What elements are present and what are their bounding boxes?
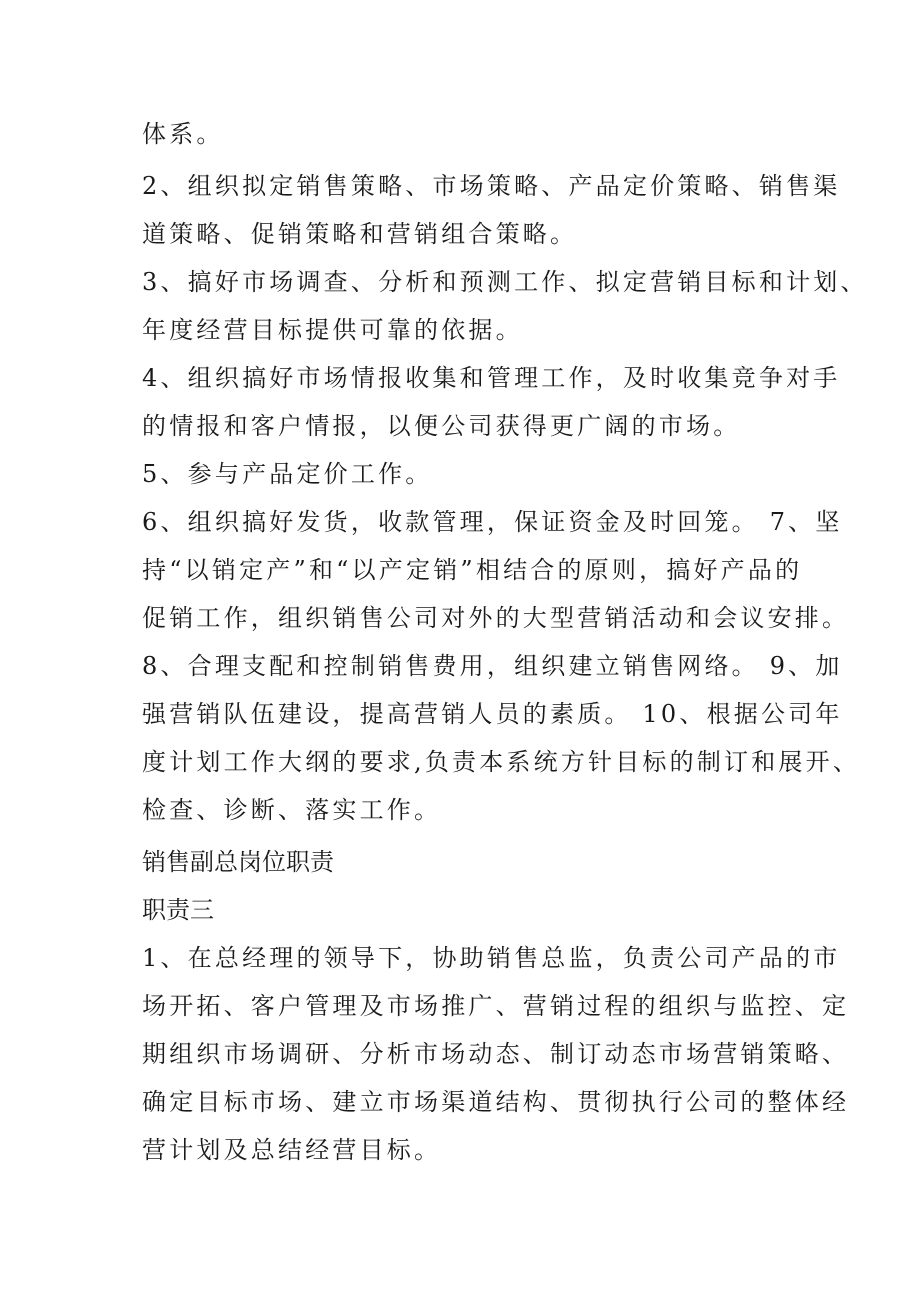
section-subheading: 职责三 — [142, 896, 214, 924]
text-line: 5、参与产品定价工作。 — [142, 460, 433, 488]
text-line: 确定目标市场、建立市场渠道结构、贯彻执行公司的整体经 — [142, 1088, 850, 1116]
text-line: 营计划及总结经营目标。 — [142, 1136, 442, 1164]
text-line: 3、搞好市场调查、分析和预测工作、拟定营销目标和计划、 — [142, 268, 868, 296]
text-line: 度计划工作大纲的要求,负责本系统方针目标的制订和展开、 — [142, 748, 861, 776]
text-line: 道策略、促销策略和营销组合策略。 — [142, 220, 578, 248]
text-line: 期组织市场调研、分析市场动态、制订动态市场营销策略、 — [142, 1040, 850, 1068]
text-line: 1、在总经理的领导下，协助销售总监，负责公司产品的市 — [142, 944, 841, 972]
text-line: 检查、诊断、落实工作。 — [142, 796, 442, 824]
text-line: 强营销队伍建设，提高营销人员的素质。 10、根据公司年 — [142, 700, 843, 728]
text-line: 促销工作，组织销售公司对外的大型营销活动和会议安排。 — [142, 604, 850, 632]
text-line: 6、组织搞好发货，收款管理，保证资金及时回笼。 7、坚 — [142, 508, 843, 536]
text-line: 8、合理支配和控制销售费用，组织建立销售网络。 9、加 — [142, 652, 843, 680]
text-line: 场开拓、客户管理及市场推广、营销过程的组织与监控、定 — [142, 992, 850, 1020]
text-line: 持“以销定产”和“以产定销”相结合的原则，搞好产品的 — [142, 556, 803, 584]
section-heading: 销售副总岗位职责 — [142, 848, 334, 876]
text-line: 2、组织拟定销售策略、市场策略、产品定价策略、销售渠 — [142, 172, 841, 200]
text-line: 体系。 — [142, 120, 224, 148]
text-line: 4、组织搞好市场情报收集和管理工作，及时收集竞争对手 — [142, 364, 841, 392]
text-line: 的情报和客户情报，以便公司获得更广阔的市场。 — [142, 412, 741, 440]
text-line: 年度经营目标提供可靠的依据。 — [142, 316, 523, 344]
